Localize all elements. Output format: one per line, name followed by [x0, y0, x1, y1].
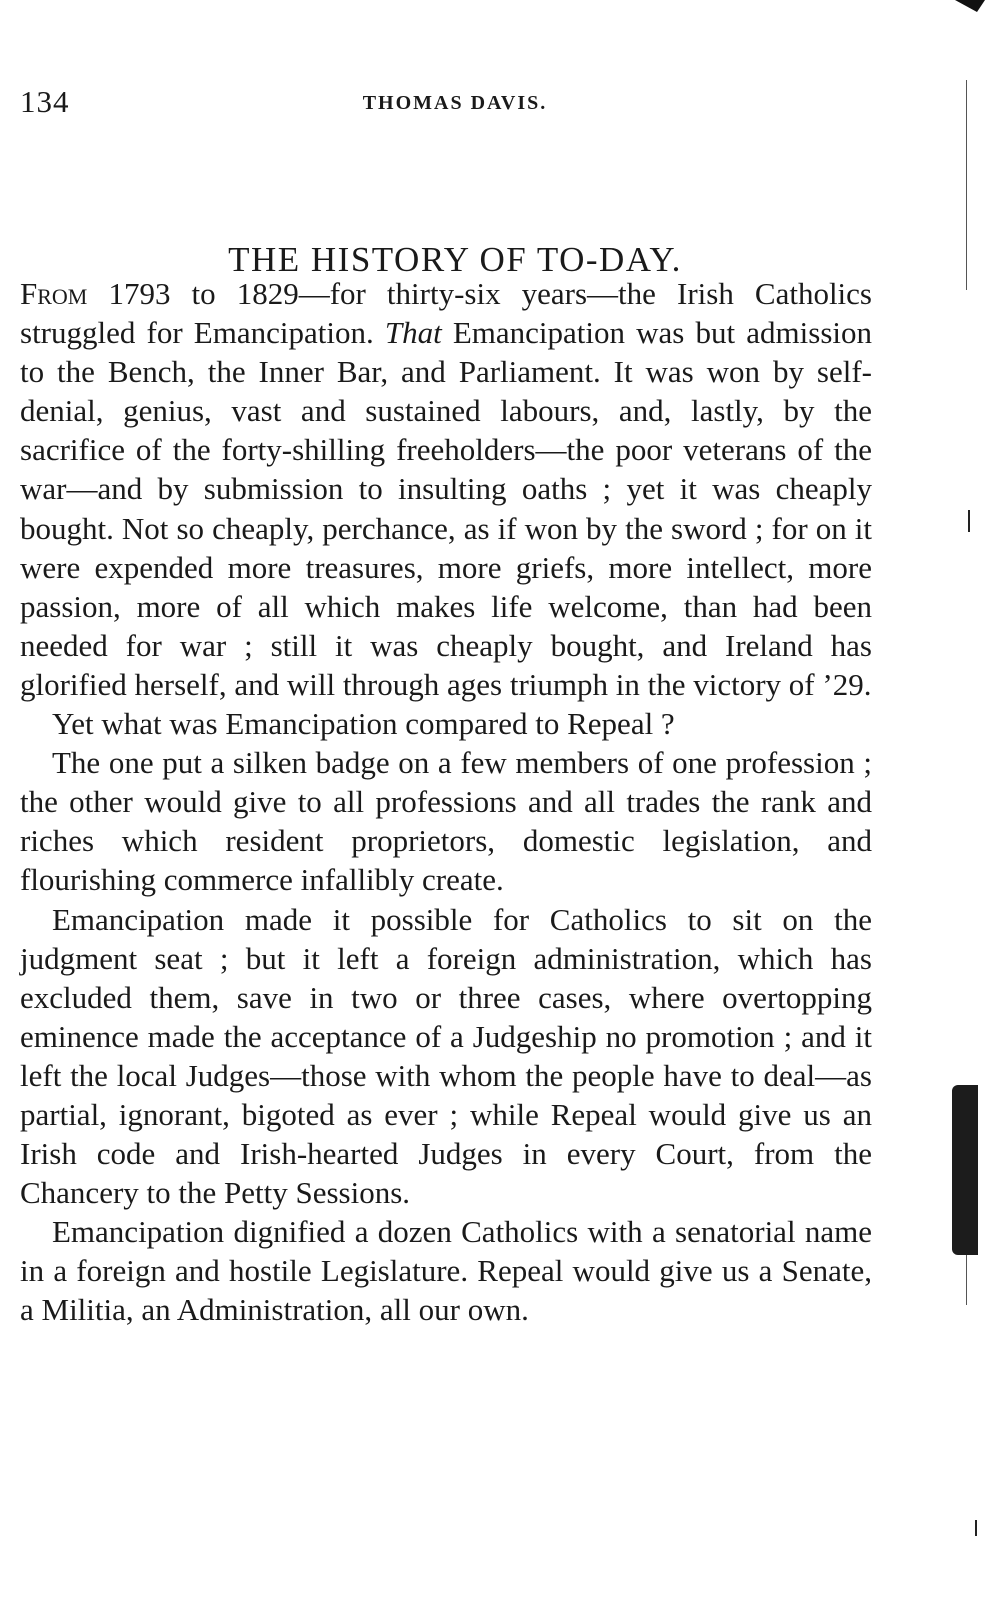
edge-smudge	[952, 1085, 978, 1255]
paragraph-2: Yet what was Emancipation compared to Repeal ?	[52, 706, 675, 742]
page-number: 134	[20, 84, 70, 119]
paragraph-1-text-a: 1793 to 1829—for thirty-six years—the Irish Catholics struggled for Emancipation.	[20, 276, 872, 351]
body-text	[20, 274, 872, 1330]
paragraph-1-emphasis: That	[384, 315, 442, 351]
paragraph-5: Emancipation dignified a dozen Catholics with a senatorial name in a foreign and hostile Legislature. Repeal would give us a Senate, a Militia, an Administration, all our own.	[20, 1214, 872, 1328]
running-title: THOMAS DAVIS.	[362, 92, 548, 114]
paragraph-1-text-b: Emancipation was but admission to the Bench, the Inner Bar, and Parliament. It was won by self-denial, genius, vast and sustained labours, and, lastly, by the sacrifice of the forty-shilling freeholders—the poor veterans of the war—and by submission to insulting oaths ; yet it was cheaply bought. Not so cheaply, perchance, as if won by the sword ; for on it were expended more treasures, more griefs, more intellect, more passion, more of all which makes life welcome, than had been needed for war ; still it was cheaply bought, and Ireland has glorified herself, and will through ages triumph in the victory of ’29.	[20, 315, 872, 702]
paragraph-1-lead: From	[20, 276, 88, 311]
edge-speck-2	[975, 1520, 977, 1536]
paragraph-1	[20, 274, 872, 704]
paragraph-3: The one put a silken badge on a few members of one profession ; the other would give to all professions and all trades the rank and riches which resident proprietors, domestic legislation, and flourishing commerce infallibly create.	[20, 745, 872, 898]
edge-speck-1	[968, 510, 970, 532]
chapter-title: THE HISTORY OF TO-DAY.	[228, 240, 682, 279]
edge-line-lower	[966, 1255, 967, 1305]
paragraph-4: Emancipation made it possible for Catholics to sit on the judgment seat ; but it left a foreign administration, which has excluded them, save in two or three cases, where overtopping eminence made the acceptance of a Judgeship no promotion ; and it left the local Judges—those with whom the people have to deal—as partial, ignorant, bigoted as ever ; while Repeal would give us an Irish code and Irish-hearted Judges in every Court, from the Chancery to the Petty Sessions.	[20, 901, 872, 1211]
edge-line-top	[966, 80, 967, 290]
running-head	[20, 84, 890, 124]
corner-mark	[955, 0, 985, 14]
